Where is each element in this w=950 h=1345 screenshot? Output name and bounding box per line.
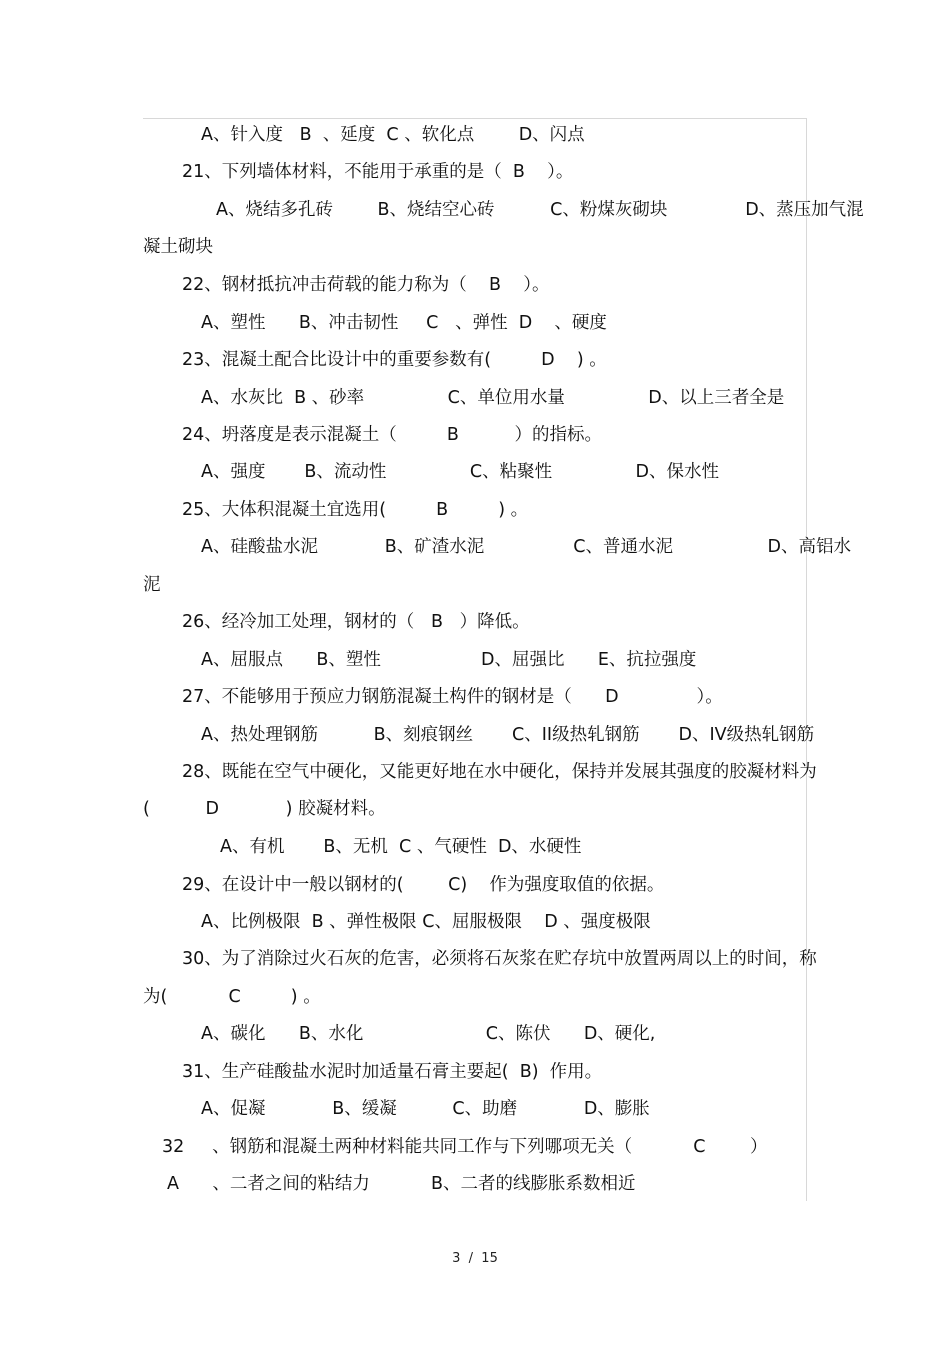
page-indicator: 3 / 15 [452, 1251, 498, 1266]
text-line-28: 32 、钢筋和混凝土两种材料能共同工作与下列哪项无关（ C ） [162, 1137, 768, 1157]
text-line-7: 23、混凝土配合比设计中的重要参数有( D ) 。 [182, 350, 607, 370]
text-line-2: 21、下列墙体材料，不能用于承重的是（ B ）。 [182, 162, 574, 182]
text-line-9: 24、坍落度是表示混凝土（ B ）的指标。 [182, 425, 602, 445]
text-line-13: 泥 [143, 575, 161, 595]
text-line-11: 25、大体积混凝土宜选用( B ) 。 [182, 500, 529, 520]
text-line-27: A、促凝 B、缓凝 C、助磨 D、膨胀 [201, 1099, 650, 1119]
text-line-15: A、屈服点 B、塑性 D、屈强比 E、抗拉强度 [201, 650, 697, 670]
text-line-21: 29、在设计中一般以钢材的( C) 作为强度取值的依据。 [182, 875, 665, 895]
text-line-22: A、比例极限 B 、弹性极限 C、屈服极限 D 、强度极限 [201, 912, 651, 932]
text-line-17: A、热处理钢筋 B、刻痕钢丝 C、II级热轧钢筋 D、IV级热轧钢筋 [201, 725, 815, 745]
text-line-19: ( D ) 胶凝材料。 [143, 799, 386, 819]
text-line-26: 31、生产硅酸盐水泥时加适量石膏主要起( B) 作用。 [182, 1062, 603, 1082]
text-line-8: A、水灰比 B 、砂率 C、单位用水量 D、以上三者全是 [201, 388, 785, 408]
text-line-4: 凝土砌块 [143, 237, 213, 257]
text-line-1: A、针入度 B 、延度 C 、软化点 D、闪点 [201, 125, 585, 145]
text-line-24: 为( C ) 。 [143, 987, 321, 1007]
text-line-5: 22、钢材抵抗冲击荷载的能力称为（ B ）。 [182, 275, 550, 295]
text-line-6: A、塑性 B、冲击韧性 C 、弹性 D 、硬度 [201, 313, 607, 333]
text-line-10: A、强度 B、流动性 C、粘聚性 D、保水性 [201, 462, 719, 482]
text-line-25: A、碳化 B、水化 C、陈伏 D、硬化, [201, 1024, 656, 1044]
text-line-23: 30、为了消除过火石灰的危害，必须将石灰浆在贮存坑中放置两周以上的时间，称 [182, 949, 817, 969]
text-line-20: A、有机 B、无机 C 、气硬性 D、水硬性 [220, 837, 582, 857]
text-line-3: A、烧结多孔砖 B、烧结空心砖 C、粉煤灰砌块 D、蒸压加气混 [216, 200, 864, 220]
text-line-29: A 、二者之间的粘结力 B、二者的线膨胀系数相近 [167, 1174, 636, 1194]
text-line-12: A、硅酸盐水泥 B、矿渣水泥 C、普通水泥 D、高铝水 [201, 537, 851, 557]
text-line-16: 27、不能够用于预应力钢筋混凝土构件的钢材是（ D ）。 [182, 687, 723, 707]
text-line-14: 26、经冷加工处理，钢材的（ B ）降低。 [182, 612, 530, 632]
text-line-18: 28、既能在空气中硬化，又能更好地在水中硬化，保持并发展其强度的胶凝材料为 [182, 762, 817, 782]
